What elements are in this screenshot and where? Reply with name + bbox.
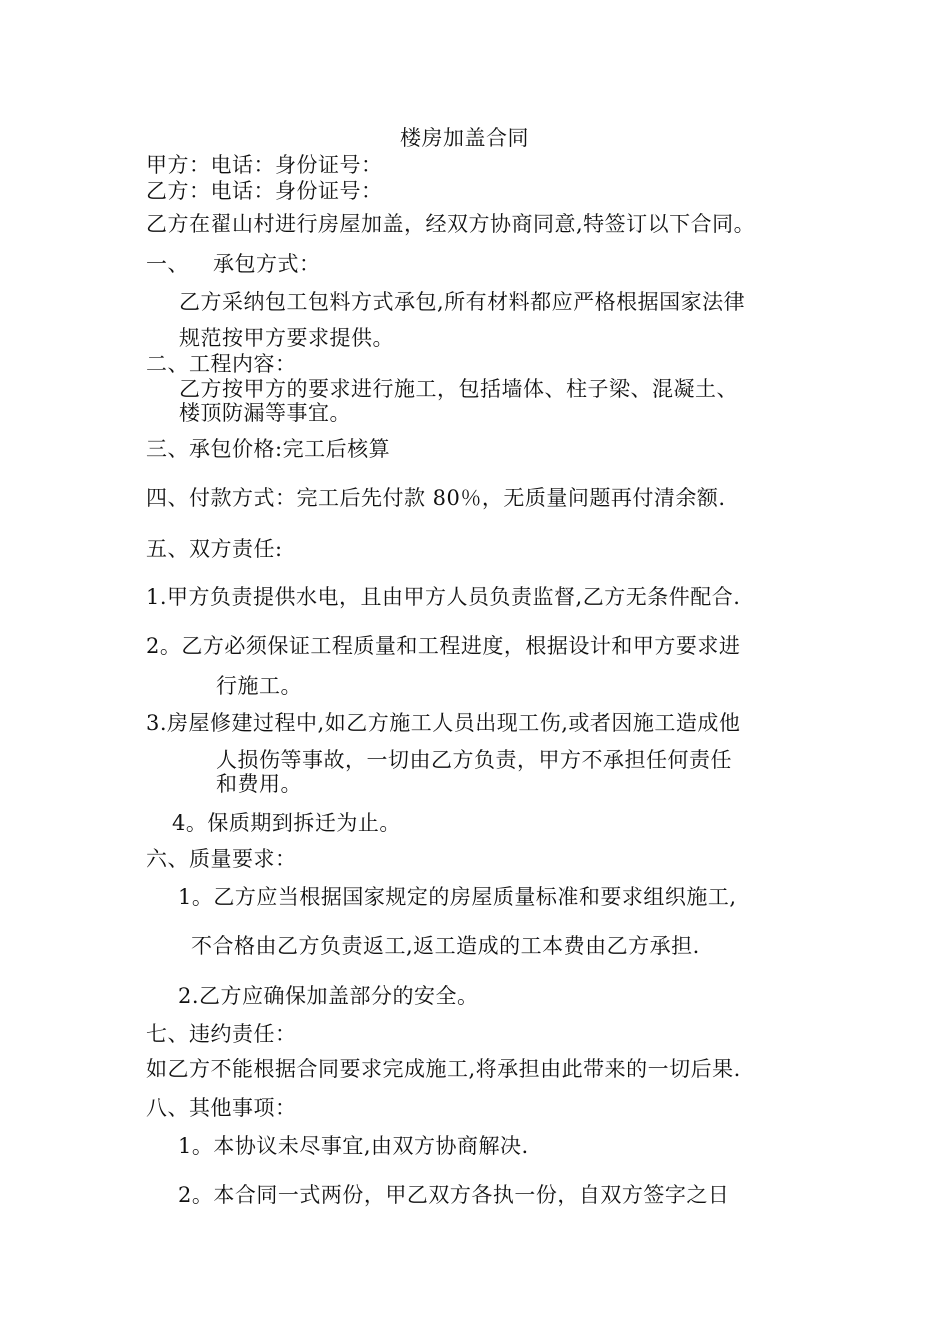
- section-2-line-2: 楼顶防漏等事宜。: [179, 401, 351, 425]
- section-1-heading: 承包方式：: [213, 252, 321, 276]
- section-6-item-1-line-2: 不合格由乙方负责返工,返工造成的工本费由乙方承担.: [191, 934, 700, 958]
- section-3: 三、承包价格:完工后核算: [146, 437, 391, 461]
- section-5-item-3-line-3: 和费用。: [216, 772, 302, 796]
- section-5-heading: 五、双方责任:: [146, 537, 283, 561]
- intro-paragraph: 乙方在翟山村进行房屋加盖，经双方协商同意,特签订以下合同。: [146, 212, 756, 236]
- section-8-heading: 八、其他事项：: [146, 1096, 297, 1120]
- section-5-item-3-line-1: 3.房屋修建过程中,如乙方施工人员出现工伤,或者因施工造成他: [146, 711, 741, 735]
- document-title: 楼房加盖合同: [400, 126, 529, 150]
- section-7-heading: 七、违约责任：: [146, 1022, 297, 1046]
- section-1-number: 一、: [146, 252, 189, 276]
- section-6-item-2: 2.乙方应确保加盖部分的安全。: [178, 984, 479, 1008]
- section-5-item-1: 1.甲方负责提供水电，且由甲方人员负责监督,乙方无条件配合.: [146, 585, 741, 609]
- section-1-line-1: 乙方采纳包工包料方式承包,所有材料都应严格根据国家法律: [179, 290, 746, 314]
- section-4: 四、付款方式：完工后先付款 80％，无质量问题再付清余额.: [146, 486, 726, 510]
- section-8-item-1: 1。本协议未尽事宜,由双方协商解决.: [178, 1134, 529, 1158]
- party-a-line: 甲方：电话：身份证号：: [146, 153, 383, 177]
- section-2-heading: 二、工程内容：: [146, 352, 297, 376]
- section-5-item-2-line-1: 2。乙方必须保证工程质量和工程进度，根据设计和甲方要求进: [146, 634, 741, 658]
- section-6-item-1-line-1: 1。乙方应当根据国家规定的房屋质量标准和要求组织施工,: [178, 885, 737, 909]
- section-2-line-1: 乙方按甲方的要求进行施工，包括墙体、柱子梁、混凝土、: [179, 377, 738, 401]
- party-b-line: 乙方：电话：身份证号：: [146, 179, 383, 203]
- section-5-item-2-line-2: 行施工。: [216, 674, 302, 698]
- section-8-item-2: 2。本合同一式两份，甲乙双方各执一份，自双方签字之日: [178, 1183, 730, 1207]
- section-6-heading: 六、质量要求：: [146, 847, 297, 871]
- section-1-line-2: 规范按甲方要求提供。: [179, 326, 394, 350]
- section-5-item-4: 4。保质期到拆迁为止。: [172, 811, 401, 835]
- section-7-line-1: 如乙方不能根据合同要求完成施工,将承担由此带来的一切后果.: [146, 1057, 741, 1081]
- section-5-item-3-line-2: 人损伤等事故，一切由乙方负责，甲方不承担任何责任: [216, 748, 732, 772]
